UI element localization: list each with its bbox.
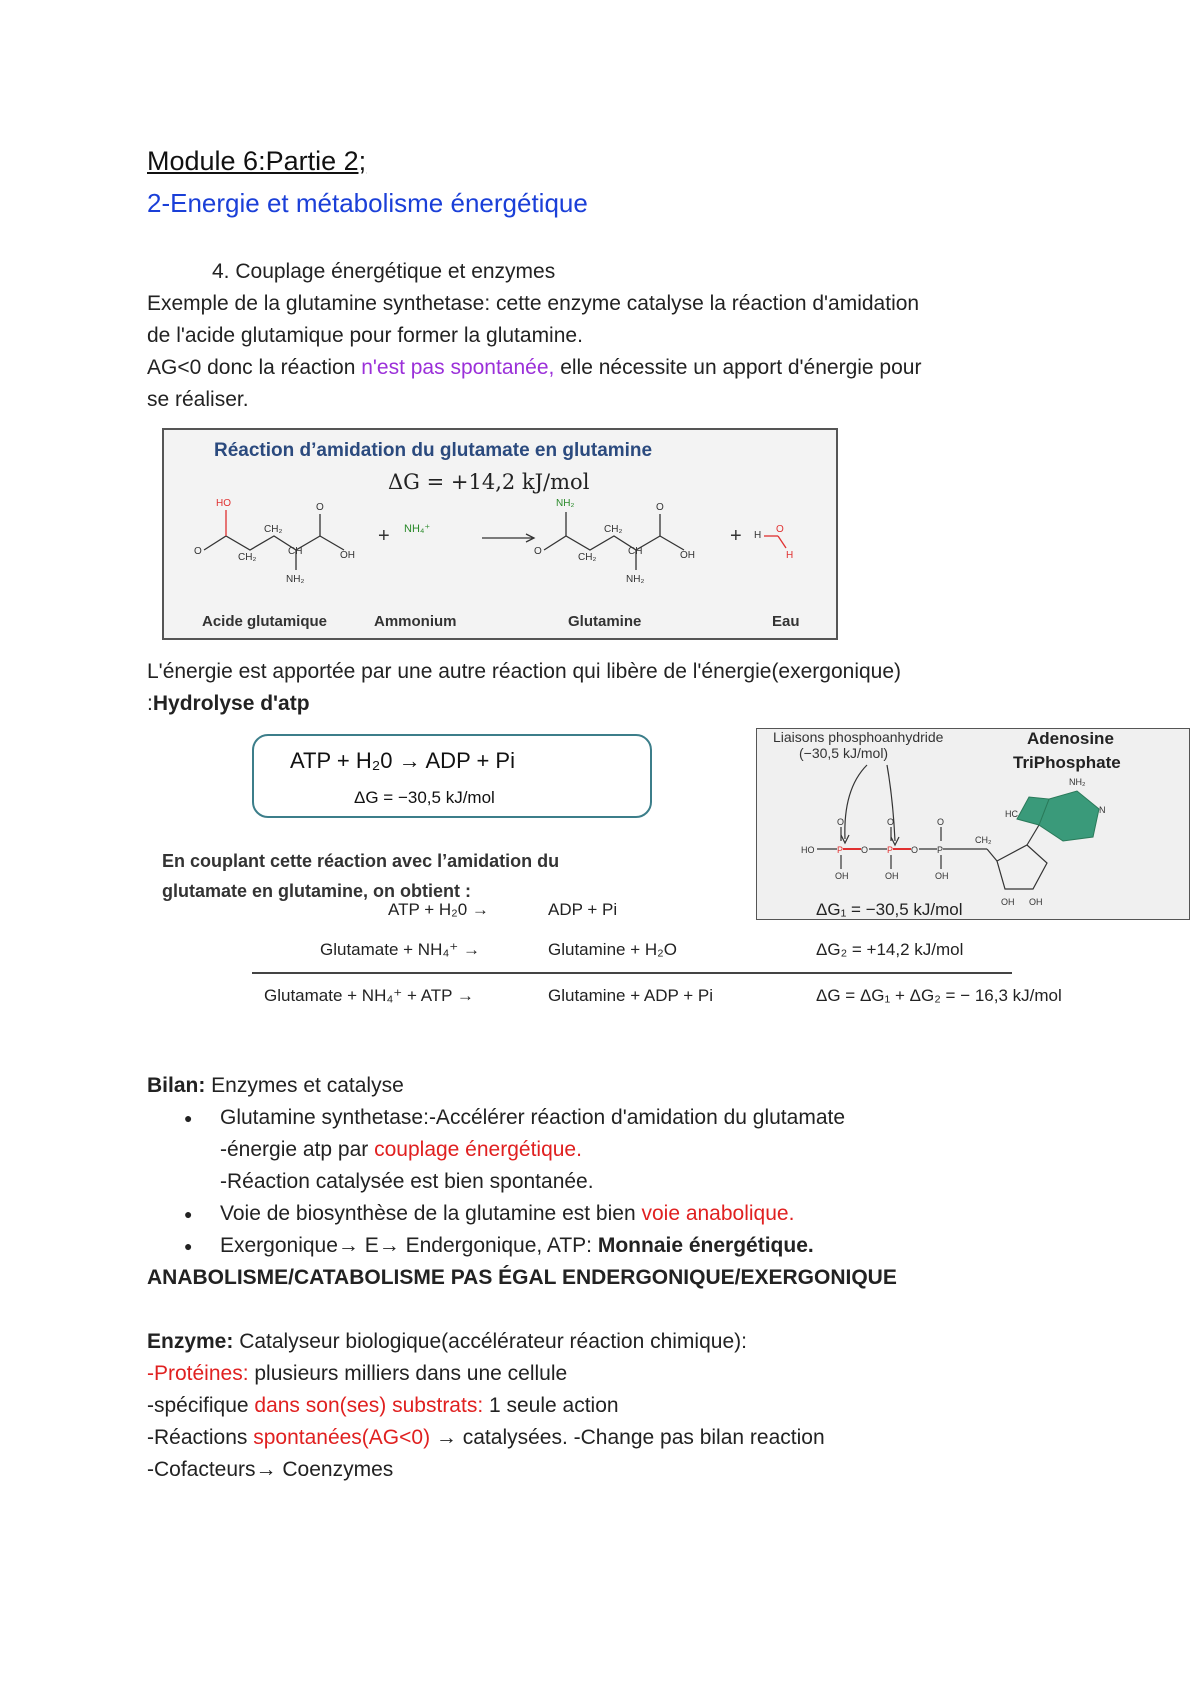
bullet-icon: ●: [184, 1110, 193, 1126]
section-heading: 4. Couplage énergétique et enzymes: [212, 260, 556, 283]
paragraph-line: se réaliser.: [147, 388, 249, 411]
label-ammonium: Ammonium: [374, 613, 457, 630]
svg-text:O: O: [534, 546, 542, 557]
svg-text:CH₂: CH₂: [975, 835, 992, 845]
bullet-icon: ●: [184, 1206, 193, 1222]
paragraph-line: [147, 688, 310, 720]
svg-text:OH: OH: [680, 550, 695, 561]
svg-text:OH: OH: [1001, 897, 1015, 907]
bullet-item: [184, 1230, 814, 1262]
svg-text:O: O: [837, 817, 845, 827]
equation-dg: ΔG₂ = +14,2 kJ/mol: [816, 940, 964, 959]
enzyme-line: [147, 1390, 619, 1422]
atom-label: HO: [216, 498, 231, 509]
svg-text:N: N: [1099, 805, 1106, 815]
text-run: → catalysées. -Change pas bilan reaction: [430, 1426, 825, 1449]
module-title: Module 6:Partie 2;: [147, 146, 367, 176]
svg-text:O: O: [776, 524, 784, 535]
svg-text:O: O: [861, 845, 869, 855]
highlight-red: -Protéines:: [147, 1362, 249, 1385]
equation-right: Glutamine + ADP + Pi: [548, 986, 714, 1005]
text-run: Voie de biosynthèse de la glutamine est bien: [220, 1202, 642, 1225]
liaisons-label: Liaisons phosphoanhydride: [773, 729, 944, 745]
enzyme-line: [147, 1358, 567, 1390]
text-run: plusieurs milliers dans une cellule: [248, 1362, 568, 1385]
equation-dg: ΔG = ΔG₁ + ΔG₂ = − 16,3 kJ/mol: [816, 986, 1062, 1005]
svg-text:OH: OH: [340, 550, 355, 561]
svg-text:+: +: [378, 525, 390, 547]
equation-left: ATP + H₂0 →: [388, 900, 489, 919]
bullet-item: [184, 1102, 846, 1134]
svg-text:+: +: [730, 525, 742, 547]
svg-text:OH: OH: [835, 871, 849, 881]
paragraph-line: de l'acide glutamique pour former la glutamine.: [147, 324, 583, 347]
svg-text:HC: HC: [1005, 809, 1018, 819]
svg-text:CH: CH: [628, 546, 643, 557]
highlight-red: couplage énergétique.: [374, 1138, 582, 1161]
equation-right: Glutamine + H₂O: [548, 940, 677, 959]
enzyme-label: Enzyme:: [147, 1330, 234, 1353]
enzyme-line: -Cofacteurs→ Coenzymes: [147, 1458, 394, 1481]
text-run: 1 seule action: [483, 1394, 619, 1417]
svg-text:OH: OH: [885, 871, 899, 881]
coupling-text: En couplant cette réaction avec l’amidation du: [162, 851, 560, 871]
svg-text:CH₂: CH₂: [264, 524, 283, 535]
svg-text:OH: OH: [935, 871, 949, 881]
svg-text:NH₂: NH₂: [1069, 777, 1086, 787]
svg-text:P: P: [937, 845, 944, 855]
section-subtitle: 2-Energie et métabolisme énergétique: [147, 188, 588, 218]
text-run: -Réactions: [147, 1426, 254, 1449]
svg-text:NH₂: NH₂: [286, 574, 305, 585]
text-run: Exergonique→ E→ Endergonique, ATP:: [220, 1234, 598, 1257]
svg-text:H: H: [786, 550, 794, 561]
bold-text: Monnaie énergétique.: [597, 1234, 814, 1257]
coupling-text: glutamate en glutamine, on obtient :: [162, 881, 472, 901]
svg-text:CH₂: CH₂: [578, 552, 597, 563]
liaisons-dg: (−30,5 kJ/mol): [799, 745, 889, 761]
svg-text:CH₂: CH₂: [238, 552, 257, 563]
label-glutamic-acid: Acide glutamique: [202, 613, 328, 630]
svg-text:O: O: [937, 817, 945, 827]
text-run: -énergie atp par: [220, 1138, 375, 1161]
figure-title: Réaction d’amidation du glutamate en glutamine: [214, 440, 653, 461]
bullet-icon: ●: [184, 1238, 193, 1254]
svg-text:O: O: [656, 502, 664, 513]
enzyme-line: [147, 1422, 825, 1454]
svg-text:O: O: [887, 817, 895, 827]
figure-amidation: [162, 428, 838, 640]
atp-molecule: [757, 729, 1190, 920]
highlight-red: voie anabolique.: [641, 1202, 795, 1225]
adenosine-label: Adenosine: [1027, 729, 1114, 748]
equation-divider: [252, 972, 1012, 974]
atp-delta-g: ΔG = −30,5 kJ/mol: [354, 788, 495, 807]
text-run: :: [147, 692, 153, 715]
chemical-structures: [164, 430, 840, 642]
highlight-purple: n'est pas spontanée,: [361, 356, 555, 379]
highlight-red: dans son(ses) substrats:: [254, 1394, 484, 1417]
paragraph-line: Exemple de la glutamine synthetase: cette enzyme catalyse la réaction d'amidation: [147, 292, 920, 315]
highlight-red: spontanées(AG<0): [253, 1426, 431, 1449]
paragraph-line: L'énergie est apportée par une autre réaction qui libère de l'énergie(exergonique): [147, 660, 902, 683]
delta-g: ΔG = +14,2 kJ/mol: [388, 470, 590, 494]
svg-text:H: H: [754, 530, 762, 541]
paragraph-line: [147, 352, 921, 384]
svg-text:O: O: [316, 502, 324, 513]
svg-text:NH₂: NH₂: [556, 498, 575, 509]
bullet-continuation: -Réaction catalysée est bien spontanée.: [220, 1170, 594, 1193]
equation-right: ADP + Pi: [548, 900, 618, 919]
svg-text:O: O: [911, 845, 919, 855]
text-run: Catalyseur biologique(accélérateur réaction chimique):: [233, 1330, 747, 1353]
svg-text:HO: HO: [801, 845, 815, 855]
bullet-item: [184, 1198, 795, 1230]
svg-text:O: O: [194, 546, 202, 557]
svg-text:CH₂: CH₂: [604, 524, 623, 535]
text-run: -spécifique: [147, 1394, 255, 1417]
label-water: Eau: [772, 613, 800, 630]
equation-left: Glutamate + NH₄⁺ →: [320, 940, 480, 959]
text-run: Enzymes et catalyse: [205, 1074, 404, 1097]
svg-text:P: P: [837, 845, 844, 855]
atp-hydrolysis-box: [252, 734, 652, 818]
triphosphate-label: TriPhosphate: [1013, 753, 1121, 772]
svg-text:P: P: [887, 845, 894, 855]
svg-text:OH: OH: [1029, 897, 1043, 907]
svg-text:NH₂: NH₂: [626, 574, 645, 585]
enzyme-line: [147, 1326, 747, 1358]
text-run: AG<0 donc la réaction: [147, 356, 362, 379]
text-run: elle nécessite un apport d'énergie pour: [554, 356, 922, 379]
equation-left: Glutamate + NH₄⁺ + ATP →: [264, 986, 474, 1005]
bold-text: Hydrolyse d'atp: [152, 692, 310, 715]
svg-text:NH₄⁺: NH₄⁺: [404, 523, 431, 535]
anabolism-statement: ANABOLISME/CATABOLISME PAS ÉGAL ENDERGONIQUE/EXERGONIQUE: [147, 1266, 897, 1289]
atp-equation: ATP + H₂0 → ADP + Pi: [290, 748, 515, 773]
equation-dg: ΔG₁ = −30,5 kJ/mol: [816, 900, 963, 919]
bilan-label: Bilan:: [147, 1074, 206, 1097]
bilan-line: [147, 1070, 404, 1102]
svg-text:CH: CH: [288, 546, 303, 557]
bullet-continuation: [220, 1134, 582, 1166]
label-glutamine: Glutamine: [568, 613, 642, 630]
text-run: Glutamine synthetase:-Accélérer réaction d'amidation du glutamate: [220, 1106, 846, 1129]
figure-atp-structure: [756, 728, 1190, 920]
